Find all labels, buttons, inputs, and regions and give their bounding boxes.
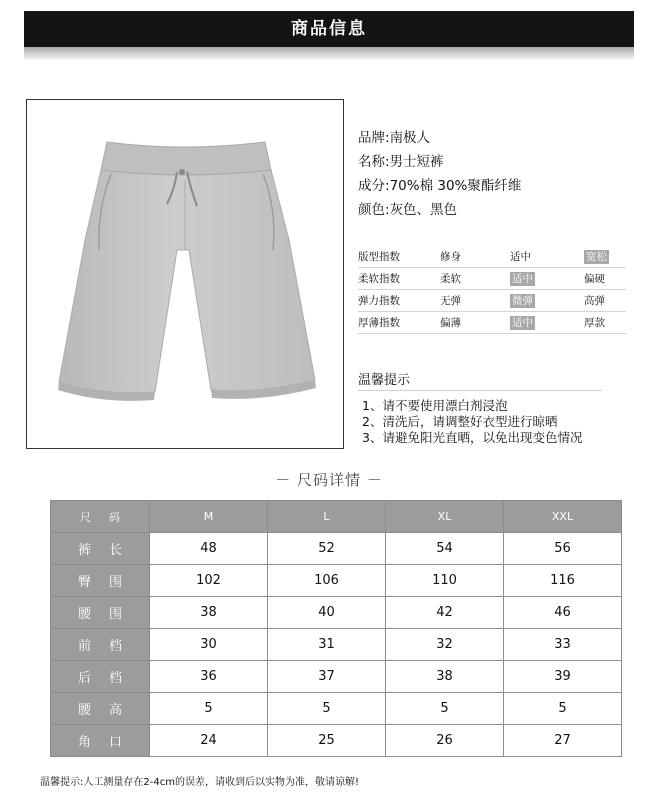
info-material: 成分:70%棉 30%聚酯纤维 [358,178,522,194]
fit-index-table [358,246,626,334]
index-row-softness: 柔软指数 柔软 适中 偏硬 [358,268,626,290]
index-selected: 适中 [512,273,533,285]
product-info [358,126,638,222]
size-header-label: 尺码 [51,501,150,533]
row-label: 前档 [51,629,150,661]
table-row [51,661,622,693]
table-cell: 30 [150,629,268,661]
tip-item: 1、请不要使用漂白剂浸泡 [362,398,508,413]
row-label: 裤长 [51,533,150,565]
table-cell: 26 [386,725,504,757]
size-header-cell: XXL [504,501,622,533]
index-row-thickness: 厚薄指数 偏薄 适中 厚款 [358,312,626,334]
index-selected: 适中 [512,317,533,329]
table-cell: 27 [504,725,622,757]
table-cell: 54 [386,533,504,565]
index-selected: 宽松 [586,251,607,263]
table-cell: 32 [386,629,504,661]
info-name: 名称:男士短裤 [358,154,444,170]
index-selected: 微弹 [512,295,533,307]
size-table [50,500,622,757]
table-cell: 116 [504,565,622,597]
table-cell: 39 [504,661,622,693]
table-cell: 36 [150,661,268,693]
table-cell: 5 [504,693,622,725]
size-table-header [51,501,622,533]
tips-divider [358,390,602,391]
table-cell: 46 [504,597,622,629]
table-cell: 5 [386,693,504,725]
table-cell: 110 [386,565,504,597]
table-cell: 5 [268,693,386,725]
table-row [51,725,622,757]
table-cell: 37 [268,661,386,693]
size-section-title: － 尺码详情 － [275,471,383,489]
table-cell: 56 [504,533,622,565]
row-label: 后档 [51,661,150,693]
tip-item: 3、请避免阳光直晒，以免出现变色情况 [362,430,583,445]
table-cell: 5 [150,693,268,725]
table-row [51,533,622,565]
tips-list [362,398,642,446]
table-cell: 38 [386,661,504,693]
info-color: 颜色:灰色、黑色 [358,202,458,218]
tips-title: 温馨提示 [358,373,411,388]
shorts-illustration [27,100,343,448]
table-cell: 38 [150,597,268,629]
index-row-elasticity: 弹力指数 无弹 微弹 高弹 [358,290,626,312]
table-cell: 106 [268,565,386,597]
size-header-cell: M [150,501,268,533]
row-label: 臀围 [51,565,150,597]
table-cell: 42 [386,597,504,629]
footnote: 温馨提示:人工测量存在2-4cm的误差，请收到后以实物为准，敬请谅解! [40,777,359,788]
product-image [26,99,344,449]
tip-item: 2、清洗后，请调整好衣型进行晾晒 [362,414,558,429]
table-row [51,565,622,597]
table-cell: 48 [150,533,268,565]
info-brand: 品牌:南极人 [358,130,431,146]
header-banner [24,11,634,63]
table-cell: 33 [504,629,622,661]
index-row-fit: 版型指数 修身 适中 宽松 [358,246,626,268]
table-cell: 40 [268,597,386,629]
table-row [51,629,622,661]
page-title: 商品信息 [291,19,367,39]
size-header-cell: XL [386,501,504,533]
table-cell: 52 [268,533,386,565]
row-label: 腰围 [51,597,150,629]
table-row [51,693,622,725]
table-cell: 25 [268,725,386,757]
table-cell: 102 [150,565,268,597]
row-label: 角口 [51,725,150,757]
table-cell: 24 [150,725,268,757]
table-row [51,597,622,629]
row-label: 腰高 [51,693,150,725]
table-cell: 31 [268,629,386,661]
size-header-cell: L [268,501,386,533]
header-shadow [24,47,634,61]
